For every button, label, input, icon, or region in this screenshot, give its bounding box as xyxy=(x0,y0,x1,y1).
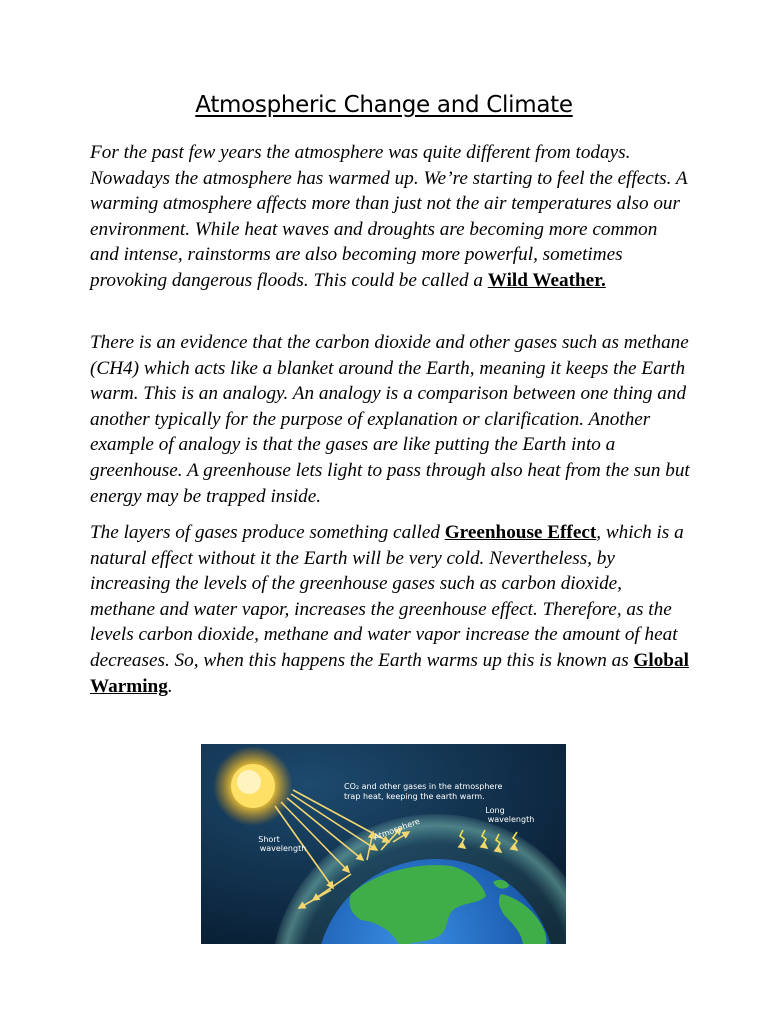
paragraph-3-text-start: The layers of gases produce something called xyxy=(90,522,445,543)
label-long-wavelength-2: wavelength xyxy=(487,815,535,824)
diagram-caption-line1: CO₂ and other gases in the atmosphere xyxy=(344,782,503,791)
paragraph-3 xyxy=(90,520,690,699)
diagram-caption-line2: trap heat, keeping the earth warm. xyxy=(344,792,485,801)
term-wild-weather: Wild Weather. xyxy=(487,269,606,291)
paragraph-3-text-middle: , which is a natural effect without it the Earth will be very cold. Nevertheless, by increasing the levels of the greenhouse gases such as carbon dioxide, methane and water vapor, increases the greenhouse effect. Therefore, as the levels carbon dioxide, methane and water vapor increase the amount of heat decreases. So, when this happens the Earth warms up this is known as xyxy=(90,522,684,671)
paragraph-1 xyxy=(90,140,690,294)
term-global-warming: Global Warming xyxy=(90,649,689,697)
label-atmosphere: Atmosphere xyxy=(372,816,422,842)
paragraph-1-text: For the past few years the atmosphere was quite different from todays. Nowadays the atmosphere has warmed up. We’re starting to feel the effects. A warming atmosphere affects more than just not the air temperatures also our environment. While heat waves and droughts are becoming more common and intense, rainstorms are also becoming more powerful, sometimes provoking dangerous floods. This could be called a xyxy=(90,142,688,291)
document-title: Atmospheric Change and Climate xyxy=(195,92,573,118)
label-long-wavelength-1: Long xyxy=(485,806,505,815)
label-short-wavelength-2: wavelength xyxy=(259,844,307,853)
label-short-wavelength-1: Short xyxy=(258,835,280,844)
paragraph-2 xyxy=(90,330,690,509)
paragraph-3-text-end: . xyxy=(167,675,173,697)
paragraph-2-text: There is an evidence that the carbon dioxide and other gases such as methane (CH4) which acts like a blanket around the Earth, meaning it keeps the Earth warm. This is an analogy. An analogy is a comparison between one thing and another typically for the purpose of explanation or clarification. Another example of analogy is that the gases are like putting the Earth into a greenhouse. A greenhouse lets light to pass through also heat from the sun but energy may be trapped inside. xyxy=(90,332,690,507)
term-greenhouse-effect: Greenhouse Effect xyxy=(444,522,597,543)
greenhouse-effect-diagram xyxy=(201,744,566,944)
